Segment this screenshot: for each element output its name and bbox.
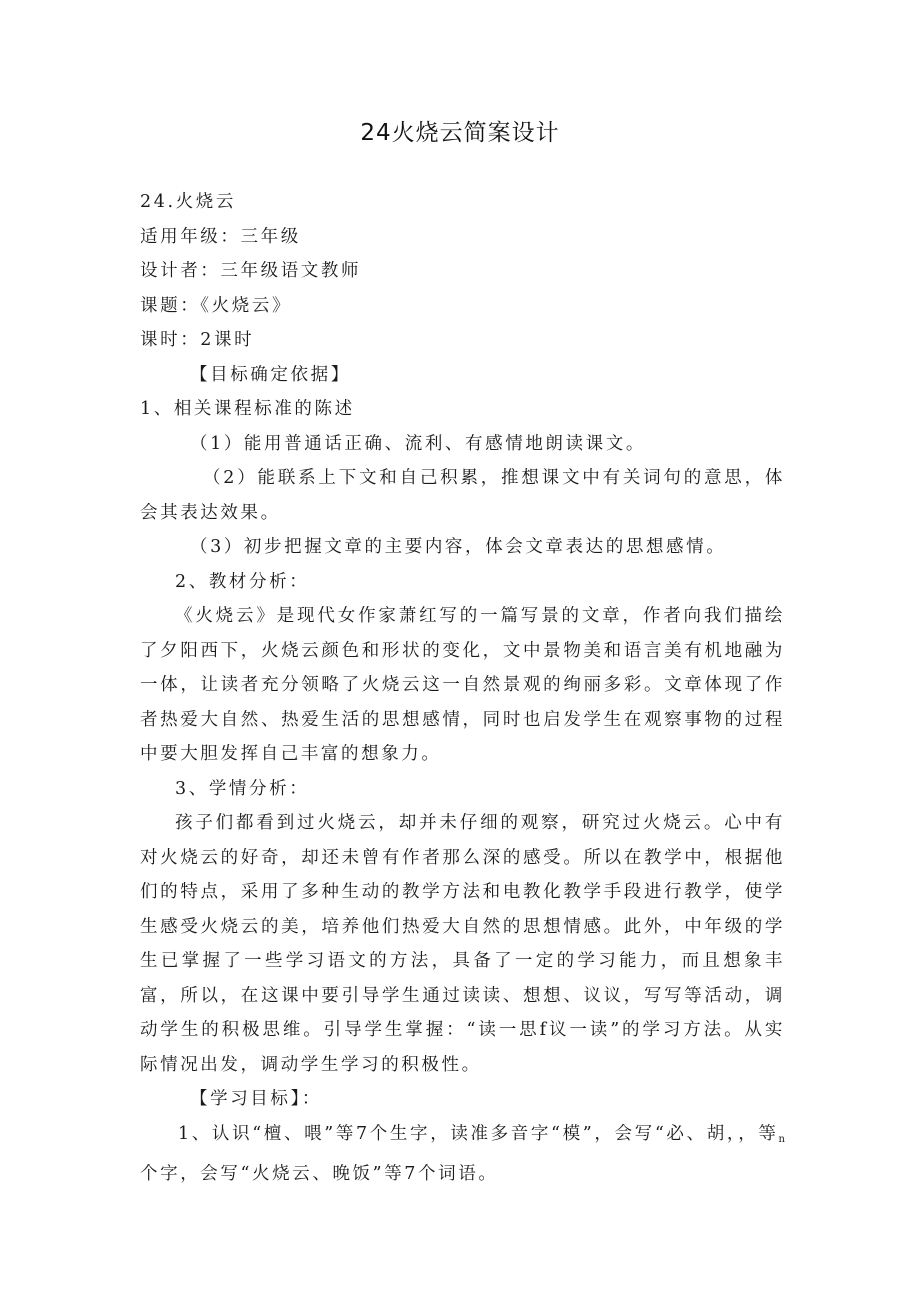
duration-line: 课时：2课时 bbox=[140, 330, 255, 350]
section-heading-goals: 【学习目标】： bbox=[190, 1089, 322, 1109]
student-analysis-paragraph: 孩子们都看到过火烧云，却并未仔细的观察，研究过火烧云。心中有对火烧云的好奇，却还未曾有作者那么深的感受。所以在教学中，根据他们的特点，采用了多种生动的教学方法和电教化教学手段进行教学，使学生感受火烧云的美，培养他们热爱大自然的思想情感。此外，中年级的学生已掌握了一些学习语文的方法，具备了一定的学习能力，而且想象丰富，所以，在这课中要引导学生通过读读、想想、议议，写写等活动，调动学生的积极思维。引导学生掌握：“读一思f议一读”的学习方法。从实际情况出发，调动学生学习的积极性。 bbox=[140, 813, 785, 1075]
standard-item-2: （2）能联系上下文和自己积累，推想课文中有关词句的意思，体会其表达效果。 bbox=[140, 468, 785, 523]
goal1-text-part2: 个字，会写“火烧云、晚饭”等7个词语。 bbox=[140, 1164, 499, 1184]
goal1-text-part1: 1、认识“檀、喂”等7个生字，读准多音字“模”，会写“必、胡，，等 bbox=[178, 1123, 779, 1144]
goal1-subscript: n bbox=[778, 1133, 785, 1145]
item3-heading: 3、学情分析： bbox=[175, 778, 310, 799]
document-title: 24火烧云简案设计 bbox=[360, 120, 560, 146]
item1-heading: 1、相关课程标准的陈述 bbox=[140, 399, 355, 419]
designer-line: 设计者：三年级语文教师 bbox=[140, 261, 362, 281]
document-body bbox=[140, 185, 785, 1192]
item2-heading: 2、教材分析： bbox=[175, 571, 310, 592]
textbook-analysis-paragraph: 《火烧云》是现代女作家萧红写的一篇写景的文章，作者向我们描绘了夕阳西下，火烧云颜色和形状的变化，文中景物美和语言美有机地融为一体，让读者充分领略了火烧云这一自然景观的绚丽多彩。文章体现了作者热爱大自然、热爱生活的思想感情，同时也启发学生在观察事物的过程中要大胆发挥自己丰富的想象力。 bbox=[140, 606, 785, 764]
standard-item-3: （3）初步把握文章的主要内容，体会文章表达的思想感情。 bbox=[190, 537, 727, 557]
lesson-number-line: 24.火烧云 bbox=[140, 192, 236, 212]
goal-item-1 bbox=[140, 1117, 785, 1192]
topic-line: 课题：《火烧云》 bbox=[140, 295, 293, 316]
section-heading-basis: 【目标确定依据】 bbox=[190, 364, 351, 385]
grade-line: 适用年级：三年级 bbox=[140, 226, 301, 247]
standard-item-1: （1）能用普通话正确、流利、有感情地朗读课文。 bbox=[190, 433, 646, 454]
